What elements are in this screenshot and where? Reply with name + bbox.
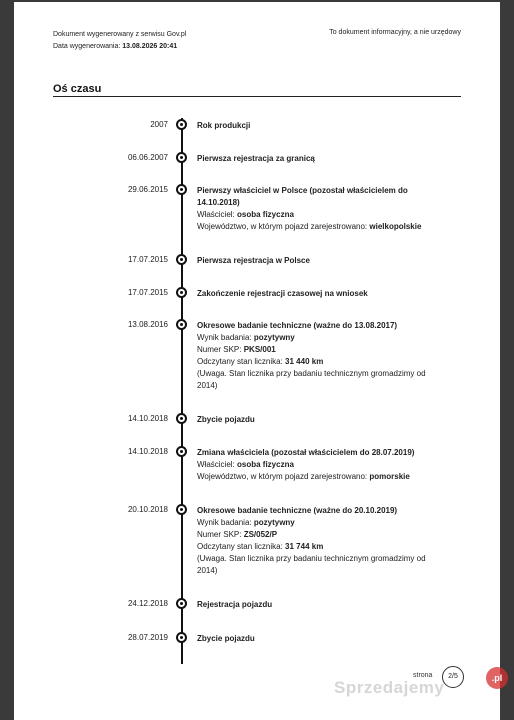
generated-date-value: 13.08.2026 20:41 — [122, 43, 178, 50]
entry-content — [197, 185, 437, 233]
entry-content — [197, 447, 437, 483]
timeline-dot-icon — [176, 119, 187, 130]
timeline-dot-icon — [176, 319, 187, 330]
owner-line: Właściciel: osoba fizyczna — [197, 210, 294, 219]
entry-title: Rejestracja pojazdu — [197, 600, 273, 609]
entry-title: Zbycie pojazdu — [197, 415, 255, 424]
timeline-dot-icon — [176, 152, 187, 163]
entry-title: Pierwsza rejestracja za granicą — [197, 154, 315, 163]
skp-number-line: Numer SKP: ZS/052/P — [197, 530, 278, 539]
odometer-note: (Uwaga. Stan licznika przy badaniu technicznym gromadzimy od 2014) — [197, 554, 426, 575]
generated-date-label: Data wygenerowania: — [53, 43, 121, 50]
timeline-dot-icon — [176, 184, 187, 195]
entry-content — [197, 505, 437, 577]
entry-content — [197, 255, 437, 267]
odometer-line: Odczytany stan licznika: 31 744 km — [197, 542, 324, 551]
entry-content — [197, 414, 437, 426]
skp-number-line: Numer SKP: PKS/001 — [197, 345, 276, 354]
timeline-axis — [181, 118, 183, 664]
entry-title: Okresowe badanie techniczne (ważne do 20.10.2019) — [197, 506, 398, 515]
entry-date: 20.10.2018 — [127, 505, 168, 514]
entry-date: 17.07.2015 — [127, 255, 168, 264]
entry-content — [197, 153, 437, 165]
entry-date: 17.07.2015 — [127, 288, 168, 297]
entry-title: Zbycie pojazdu — [197, 634, 255, 643]
timeline-dot-icon — [176, 287, 187, 298]
entry-title: Zakończenie rejestracji czasowej na wniosek — [197, 289, 368, 298]
owner-line: Właściciel: osoba fizyczna — [197, 460, 294, 469]
section-title: Oś czasu — [53, 83, 102, 95]
watermark-badge-icon: .pl — [486, 667, 508, 689]
entry-title: Okresowe badanie techniczne (ważne do 13.08.2017) — [197, 321, 398, 330]
timeline-dot-icon — [176, 632, 187, 643]
entry-title: Pierwsza rejestracja w Polsce — [197, 256, 310, 265]
watermark-logo: Sprzedajemy — [334, 678, 445, 697]
entry-date: 14.10.2018 — [127, 447, 168, 456]
inspection-result-line: Wynik badania: pozytywny — [197, 333, 295, 342]
timeline-dot-icon — [176, 504, 187, 515]
entry-date: 13.08.2016 — [127, 320, 168, 329]
entry-content — [197, 288, 437, 300]
entry-date: 14.10.2018 — [127, 414, 168, 423]
document-page — [14, 2, 503, 720]
entry-date: 06.06.2007 — [127, 153, 168, 162]
generated-source: Dokument wygenerowany z serwisu Gov.pl — [53, 31, 187, 38]
timeline-dot-icon — [176, 254, 187, 265]
entry-title: Pierwszy właściciel w Polsce (pozostał właścicielem do 14.10.2018) — [197, 186, 408, 207]
section-divider — [53, 96, 461, 97]
entry-content — [197, 120, 437, 132]
generated-date — [53, 41, 186, 53]
entry-date: 29.06.2015 — [127, 185, 168, 194]
timeline-dot-icon — [176, 446, 187, 457]
voivodeship-line: Województwo, w którym pojazd zarejestrowano: wielkopolskie — [197, 222, 422, 231]
entry-title: Rok produkcji — [197, 121, 251, 130]
timeline-dot-icon — [176, 598, 187, 609]
page-number: 2/5 — [442, 666, 464, 688]
timeline-dot-icon — [176, 413, 187, 424]
entry-date: 2007 — [150, 120, 168, 129]
entry-content — [197, 599, 437, 611]
entry-date: 28.07.2019 — [127, 633, 168, 642]
inspection-result-line: Wynik badania: pozytywny — [197, 518, 295, 527]
entry-content — [197, 633, 437, 645]
generation-info — [53, 29, 186, 53]
odometer-note: (Uwaga. Stan licznika przy badaniu technicznym gromadzimy od 2014) — [197, 369, 426, 390]
entry-content — [197, 320, 437, 392]
page-label: strona — [413, 672, 433, 679]
voivodeship-line: Województwo, w którym pojazd zarejestrowano: pomorskie — [197, 472, 410, 481]
entry-date: 24.12.2018 — [127, 599, 168, 608]
odometer-line: Odczytany stan licznika: 31 440 km — [197, 357, 324, 366]
document-disclaimer: To dokument informacyjny, a nie urzędowy — [329, 29, 461, 36]
entry-title: Zmiana właściciela (pozostał właścicielem do 28.07.2019) — [197, 448, 415, 457]
